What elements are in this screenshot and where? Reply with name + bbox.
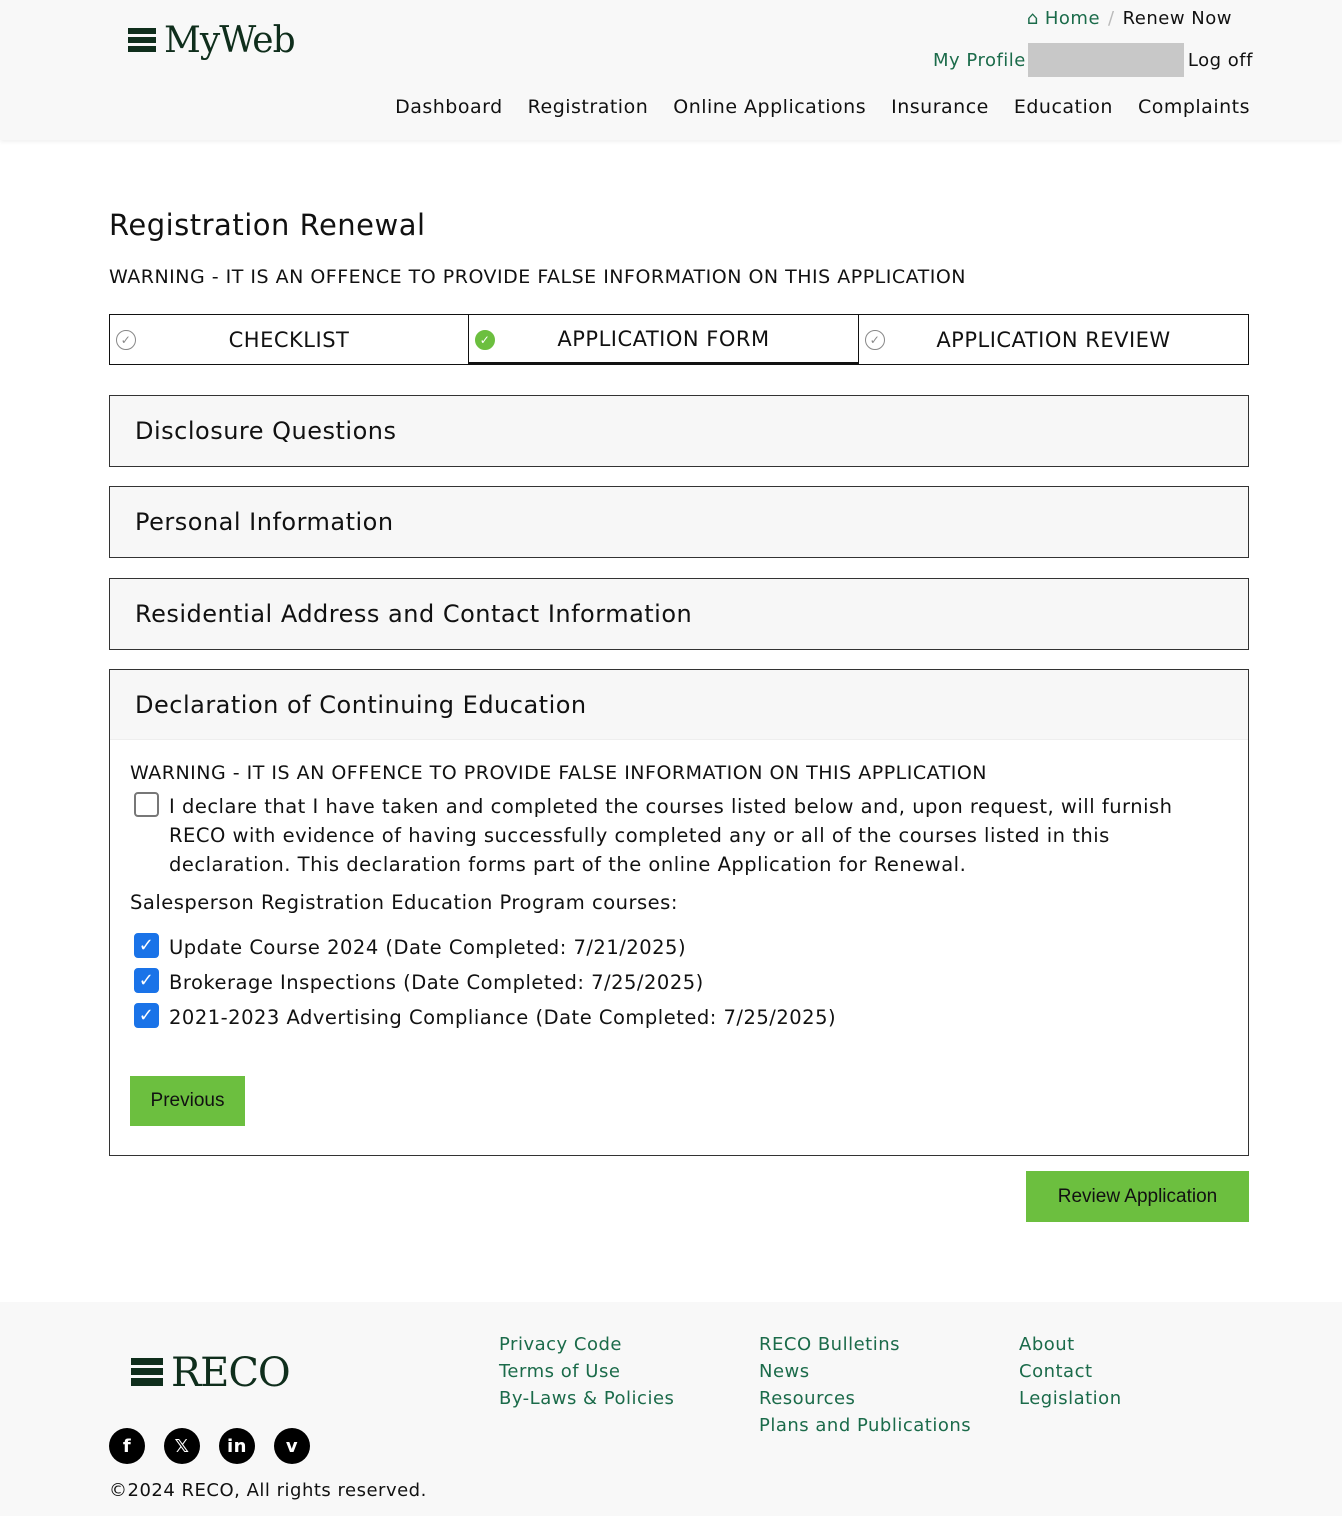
nav-education[interactable]: Education — [1013, 96, 1113, 118]
previous-button[interactable]: Previous — [130, 1076, 245, 1126]
reco-logo[interactable] — [131, 1350, 290, 1396]
nav-registration[interactable]: Registration — [527, 96, 649, 118]
footer-links-2 — [759, 1334, 971, 1436]
my-profile-link[interactable]: My Profile — [933, 49, 1026, 71]
footer-link[interactable]: About — [1019, 1334, 1075, 1355]
breadcrumb-home[interactable]: ⌂ Home — [1026, 8, 1101, 29]
footer-link[interactable]: Contact — [1019, 1361, 1093, 1382]
course-item: ✓ Update Course 2024 (Date Completed: 7/21/2025) — [134, 933, 1228, 962]
copyright: ©2024 RECO, All rights reserved. — [109, 1480, 427, 1501]
main-nav — [395, 96, 1250, 118]
footer-links-1 — [499, 1334, 674, 1409]
footer-link[interactable]: Legislation — [1019, 1388, 1122, 1409]
warning-text: WARNING - IT IS AN OFFENCE TO PROVIDE FALSE INFORMATION ON THIS APPLICATION — [109, 266, 967, 288]
ce-warning: WARNING - IT IS AN OFFENCE TO PROVIDE FALSE INFORMATION ON THIS APPLICATION — [130, 762, 988, 784]
section-header[interactable]: Personal Information — [110, 487, 1248, 557]
breadcrumb-current: Renew Now — [1122, 8, 1232, 29]
step-application-form[interactable]: ✓ APPLICATION FORM — [469, 315, 859, 364]
section-personal-information[interactable] — [109, 486, 1249, 558]
course-item: ✓ Brokerage Inspections (Date Completed: 7/25/2025) — [134, 968, 1228, 997]
section-header[interactable]: Residential Address and Contact Information — [110, 579, 1248, 649]
footer-link[interactable]: News — [759, 1361, 810, 1382]
redacted-username — [1028, 43, 1184, 77]
footer-links-3 — [1019, 1334, 1122, 1409]
logo-mark-icon — [128, 28, 156, 54]
site-header — [0, 0, 1342, 140]
x-icon[interactable]: 𝕏 — [164, 1428, 200, 1464]
step-checklist[interactable]: ✓ CHECKLIST — [110, 315, 469, 364]
footer-link[interactable]: RECO Bulletins — [759, 1334, 901, 1355]
check-circle-icon: ✓ — [475, 330, 495, 350]
course-checkbox[interactable]: ✓ — [134, 968, 159, 993]
log-off-link[interactable]: Log off — [1187, 49, 1253, 71]
course-item: ✓ 2021-2023 Advertising Compliance (Date Completed: 7/25/2025) — [134, 1003, 1228, 1032]
social-links — [109, 1428, 310, 1464]
step-application-review[interactable]: ✓ APPLICATION REVIEW — [859, 315, 1248, 364]
logo-mark-icon — [131, 1358, 163, 1388]
nav-online-applications[interactable]: Online Applications — [673, 96, 867, 118]
footer-link[interactable]: Privacy Code — [499, 1334, 622, 1355]
logo-text: MyWeb — [164, 20, 295, 61]
linkedin-icon[interactable]: in — [219, 1428, 255, 1464]
nav-dashboard[interactable]: Dashboard — [395, 96, 503, 118]
home-icon: ⌂ — [1026, 8, 1039, 29]
breadcrumb-separator: / — [1108, 8, 1115, 29]
steps-bar — [109, 314, 1249, 365]
site-footer — [0, 1302, 1342, 1516]
myweb-logo[interactable] — [128, 20, 295, 61]
section-header[interactable]: Declaration of Continuing Education — [110, 670, 1248, 740]
check-circle-icon: ✓ — [865, 330, 885, 350]
check-circle-icon: ✓ — [116, 330, 136, 350]
breadcrumb — [1027, 8, 1232, 29]
vimeo-icon[interactable]: v — [274, 1428, 310, 1464]
footer-link[interactable]: By-Laws & Policies — [499, 1388, 675, 1409]
footer-link[interactable]: Plans and Publications — [759, 1415, 972, 1436]
nav-insurance[interactable]: Insurance — [891, 96, 989, 118]
course-checkbox[interactable]: ✓ — [134, 1003, 159, 1028]
declaration-text: I declare that I have taken and completed the courses listed below and, upon request, will furnish RECO with evidence of having successfully completed any or all of the courses listed in this declaration. This declaration forms part of the online Application for Renewal. — [169, 795, 1173, 876]
section-disclosure-questions[interactable] — [109, 395, 1249, 467]
program-label: Salesperson Registration Education Program courses: — [130, 891, 678, 914]
review-application-button[interactable]: Review Application — [1026, 1171, 1249, 1222]
section-continuing-education — [109, 669, 1249, 1156]
facebook-icon[interactable]: f — [109, 1428, 145, 1464]
profile-area — [933, 43, 1253, 77]
course-checkbox[interactable]: ✓ — [134, 933, 159, 958]
section-header[interactable]: Disclosure Questions — [110, 396, 1248, 466]
footer-link[interactable]: Terms of Use — [499, 1361, 621, 1382]
page-title: Registration Renewal — [109, 208, 426, 242]
nav-complaints[interactable]: Complaints — [1137, 96, 1250, 118]
footer-link[interactable]: Resources — [759, 1388, 856, 1409]
declaration-checkbox[interactable] — [134, 792, 159, 817]
section-residential-address[interactable] — [109, 578, 1249, 650]
logo-text: RECO — [171, 1350, 290, 1396]
